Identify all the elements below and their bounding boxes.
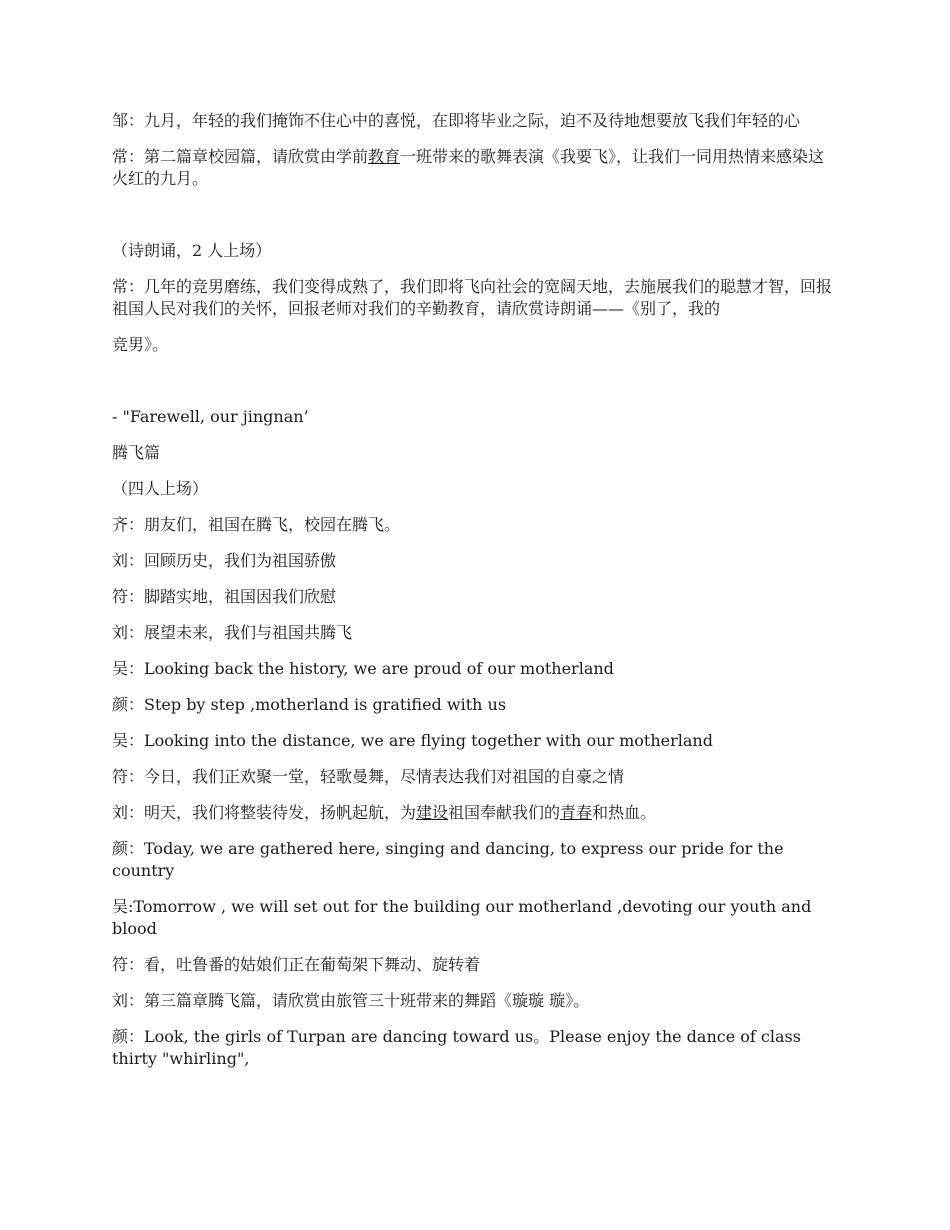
paragraph-chang-campus-chapter [112, 146, 840, 190]
underlined-word-build: 建设 [416, 803, 449, 822]
paragraph-yan-step-by-step: 颜：Step by step ,motherland is gratified with us [112, 695, 507, 714]
paragraph-chang-poem-intro: 常：几年的竞男磨练，我们变得成熟了，我们即将飞向社会的宽阔天地，去施展我们的聪慧才智，回报祖国人民对我们的关怀，回报老师对我们的辛勤教育，请欣赏诗朗诵——《别了，我的 [112, 277, 833, 318]
paragraph-liu-future: 刘：展望未来，我们与祖国共腾飞 [112, 623, 353, 642]
paragraph-liu-tomorrow [112, 802, 840, 824]
paragraph-wu-looking-back: 吴：Looking back the history, we are proud of our motherland [112, 659, 614, 678]
paragraph-qi-friends: 齐：朋友们，祖国在腾飞，校园在腾飞。 [112, 515, 401, 534]
document-page [112, 110, 840, 1084]
paragraph-liu-third-chapter: 刘：第三篇章腾飞篇，请欣赏由旅管三十班带来的舞蹈《璇璇 璇》。 [112, 991, 590, 1010]
spacer [112, 204, 840, 240]
paragraph-fu-today: 符：今日，我们正欢聚一堂，轻歌曼舞，尽情表达我们对祖国的自豪之情 [112, 767, 625, 786]
paragraph-poem-title-end: 竞男》。 [112, 335, 169, 354]
section-heading-tengfei: 腾飞篇 [112, 443, 161, 462]
paragraph-wu-tomorrow-english: 吴:Tomorrow , we will set out for the building our motherland ,devoting our youth and blood [112, 897, 812, 938]
paragraph-four-people-note: （四人上场） [112, 479, 209, 498]
text-segment: 刘：明天，我们将整装待发，扬帆起航，为 [112, 803, 417, 822]
paragraph-farewell-english: - "Farewell, our jingnan’ [112, 407, 309, 426]
underlined-word-youth: 青春 [560, 803, 593, 822]
text-segment: 一班带来的歌舞表演《我要飞》，让我们一同用热情来感染这火红的九月。 [112, 147, 825, 188]
paragraph-fu-turpan: 符：看，吐鲁番的姑娘们正在葡萄架下舞动、旋转着 [112, 955, 481, 974]
paragraph-yan-today-english: 颜：Today, we are gathered here, singing and dancing, to express our pride for the country [112, 839, 784, 880]
text-segment: 祖国奉献我们的 [448, 803, 561, 822]
text-segment: 常：第二篇章校园篇，请欣赏由学前 [112, 147, 369, 166]
spacer [112, 370, 840, 406]
paragraph-wu-looking-into: 吴：Looking into the distance, we are flying together with our motherland [112, 731, 713, 750]
paragraph-poem-recital-note: （诗朗诵，2 人上场） [112, 241, 272, 260]
paragraph-liu-history: 刘：回顾历史，我们为祖国骄傲 [112, 551, 337, 570]
paragraph-yan-turpan-english: 颜：Look, the girls of Turpan are dancing toward us。Please enjoy the dance of class thirty "whirling", [112, 1027, 801, 1068]
underlined-word-education: 教育 [368, 147, 401, 166]
paragraph-fu-step: 符：脚踏实地，祖国因我们欣慰 [112, 587, 337, 606]
text-segment: 和热血。 [592, 803, 657, 822]
paragraph-zou-september: 邹：九月，年轻的我们掩饰不住心中的喜悦，在即将毕业之际，迫不及待地想要放飞我们年轻的心 [112, 111, 801, 130]
